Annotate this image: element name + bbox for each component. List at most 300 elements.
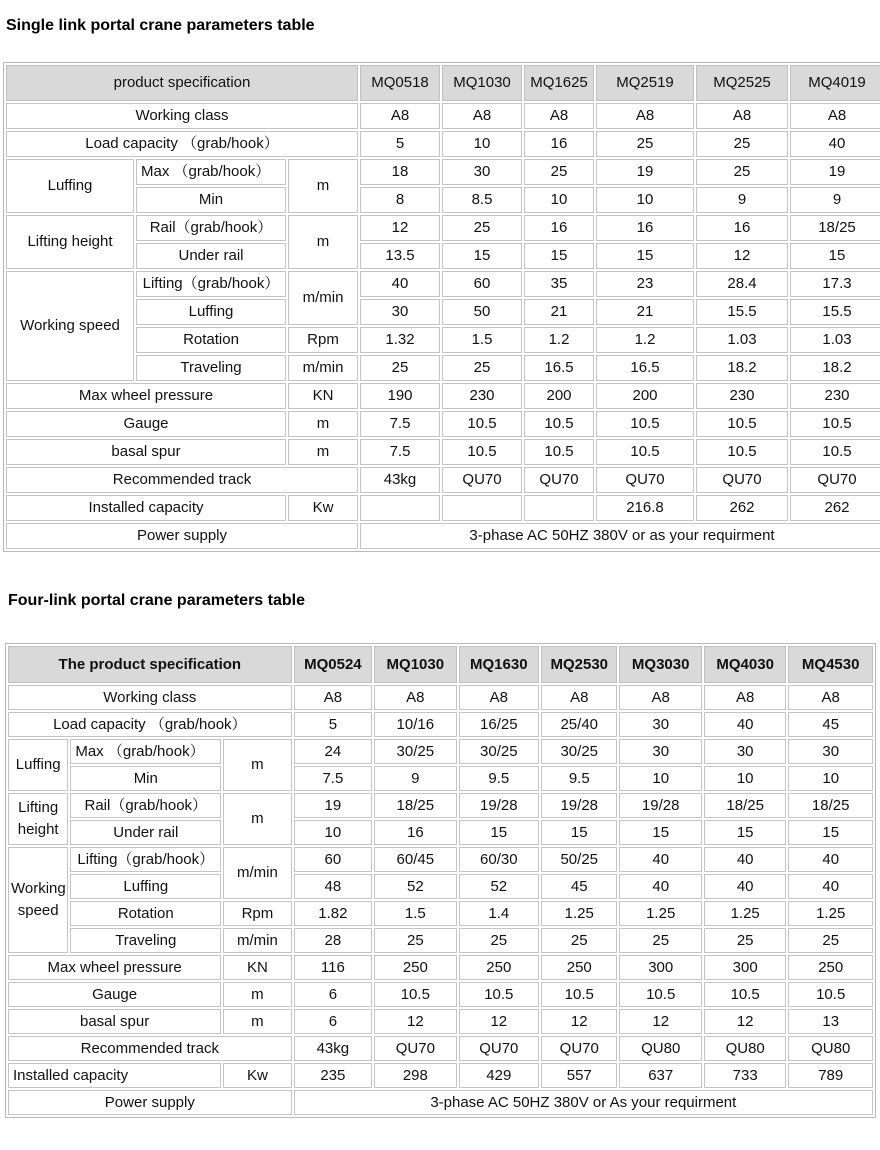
four-link-parameters-table bbox=[5, 643, 876, 1118]
value-cell: 12 bbox=[459, 1009, 539, 1034]
value-cell: 10.5 bbox=[619, 982, 701, 1007]
table-row bbox=[6, 103, 880, 129]
value-cell: 40 bbox=[790, 131, 880, 157]
value-cell: 250 bbox=[541, 955, 617, 980]
table-row bbox=[8, 820, 873, 845]
model-header: MQ2519 bbox=[596, 65, 694, 101]
value-cell: 19 bbox=[294, 793, 372, 818]
value-cell: 10.5 bbox=[790, 439, 880, 465]
value-cell: 1.82 bbox=[294, 901, 372, 926]
value-cell: 200 bbox=[524, 383, 594, 409]
row-label: Load capacity （grab/hook） bbox=[6, 131, 358, 157]
value-cell: 15.5 bbox=[696, 299, 788, 325]
value-cell: 9.5 bbox=[459, 766, 539, 791]
value-cell: 40 bbox=[788, 847, 873, 872]
group-label: Working speed bbox=[6, 271, 134, 381]
value-cell: 25 bbox=[524, 159, 594, 185]
value-cell: 25 bbox=[704, 928, 786, 953]
sub-label: Rail（grab/hook） bbox=[70, 793, 221, 818]
value-cell: A8 bbox=[790, 103, 880, 129]
value-cell: 30 bbox=[704, 739, 786, 764]
value-cell: 21 bbox=[524, 299, 594, 325]
value-cell: QU70 bbox=[790, 467, 880, 493]
value-cell: 10 bbox=[524, 187, 594, 213]
value-cell: 25 bbox=[619, 928, 701, 953]
value-cell: 25 bbox=[596, 131, 694, 157]
row-label: Max wheel pressure bbox=[8, 955, 221, 980]
group-label: Luffing bbox=[6, 159, 134, 213]
value-cell: 40 bbox=[704, 847, 786, 872]
value-cell: A8 bbox=[619, 685, 701, 710]
value-cell: 15 bbox=[541, 820, 617, 845]
value-cell: 16 bbox=[524, 215, 594, 241]
value-cell: 60/45 bbox=[374, 847, 456, 872]
value-cell: 1.2 bbox=[596, 327, 694, 353]
value-cell: 19/28 bbox=[459, 793, 539, 818]
value-cell: 1.25 bbox=[788, 901, 873, 926]
row-label: basal spur bbox=[8, 1009, 221, 1034]
model-header: MQ1030 bbox=[374, 646, 456, 683]
row-label: Power supply bbox=[6, 523, 358, 549]
value-cell: 6 bbox=[294, 1009, 372, 1034]
sub-label: Max （grab/hook） bbox=[70, 739, 221, 764]
unit-cell: Rpm bbox=[223, 901, 291, 926]
value-cell: 19/28 bbox=[619, 793, 701, 818]
value-cell: 190 bbox=[360, 383, 440, 409]
value-cell: 15 bbox=[619, 820, 701, 845]
value-cell: 18/25 bbox=[788, 793, 873, 818]
unit-cell: KN bbox=[288, 383, 358, 409]
group-label: Working speed bbox=[8, 847, 68, 953]
value-cell: 10.5 bbox=[541, 982, 617, 1007]
unit-cell: m bbox=[223, 982, 291, 1007]
value-cell: 10/16 bbox=[374, 712, 456, 737]
row-label: Recommended track bbox=[8, 1036, 292, 1061]
unit-cell: m bbox=[223, 793, 291, 845]
value-cell: 557 bbox=[541, 1063, 617, 1088]
value-cell: 25 bbox=[360, 355, 440, 381]
value-cell: A8 bbox=[788, 685, 873, 710]
value-cell: 10.5 bbox=[442, 411, 522, 437]
value-cell: A8 bbox=[294, 685, 372, 710]
value-cell: 25 bbox=[696, 131, 788, 157]
value-cell: 30/25 bbox=[374, 739, 456, 764]
spec-header: product specification bbox=[6, 65, 358, 101]
unit-cell: m bbox=[223, 1009, 291, 1034]
value-cell: 28 bbox=[294, 928, 372, 953]
value-cell: 12 bbox=[541, 1009, 617, 1034]
value-cell: 1.5 bbox=[442, 327, 522, 353]
value-cell: 30/25 bbox=[459, 739, 539, 764]
unit-cell: m bbox=[223, 739, 291, 791]
table-row bbox=[8, 928, 873, 953]
table-row bbox=[8, 712, 873, 737]
value-cell: A8 bbox=[596, 103, 694, 129]
unit-cell: m/min bbox=[288, 355, 358, 381]
row-label: Installed capacity bbox=[6, 495, 286, 521]
model-header: MQ0524 bbox=[294, 646, 372, 683]
unit-cell: m bbox=[288, 215, 358, 269]
value-cell: 10 bbox=[294, 820, 372, 845]
value-cell: 43kg bbox=[294, 1036, 372, 1061]
spec-header: The product specification bbox=[8, 646, 292, 683]
value-cell: 10.5 bbox=[524, 439, 594, 465]
value-cell: 12 bbox=[360, 215, 440, 241]
unit-cell: m bbox=[288, 411, 358, 437]
value-cell: 50 bbox=[442, 299, 522, 325]
value-cell bbox=[442, 495, 522, 521]
row-label: Gauge bbox=[6, 411, 286, 437]
table-row bbox=[6, 411, 880, 437]
value-cell: 300 bbox=[619, 955, 701, 980]
value-cell: 16.5 bbox=[524, 355, 594, 381]
value-cell: 216.8 bbox=[596, 495, 694, 521]
value-cell: 25 bbox=[374, 928, 456, 953]
value-cell: 1.03 bbox=[696, 327, 788, 353]
value-cell: 25 bbox=[696, 159, 788, 185]
value-cell: 10 bbox=[704, 766, 786, 791]
value-cell: 10.5 bbox=[442, 439, 522, 465]
value-cell: 13 bbox=[788, 1009, 873, 1034]
row-label: Working class bbox=[8, 685, 292, 710]
value-cell: 200 bbox=[596, 383, 694, 409]
unit-cell: m bbox=[288, 159, 358, 213]
value-cell: A8 bbox=[524, 103, 594, 129]
table-row bbox=[6, 159, 880, 185]
value-cell: 10 bbox=[596, 187, 694, 213]
model-header: MQ4019 bbox=[790, 65, 880, 101]
value-cell bbox=[360, 495, 440, 521]
value-cell: 19/28 bbox=[541, 793, 617, 818]
value-cell: 7.5 bbox=[360, 411, 440, 437]
value-cell: 45 bbox=[788, 712, 873, 737]
table-row bbox=[6, 467, 880, 493]
value-cell: QU70 bbox=[541, 1036, 617, 1061]
table-row bbox=[6, 215, 880, 241]
value-cell: 16 bbox=[596, 215, 694, 241]
value-cell: 7.5 bbox=[294, 766, 372, 791]
row-label: Working class bbox=[6, 103, 358, 129]
value-cell: 1.03 bbox=[790, 327, 880, 353]
table-row bbox=[6, 439, 880, 465]
value-cell: 19 bbox=[790, 159, 880, 185]
value-cell: 230 bbox=[696, 383, 788, 409]
value-cell: 45 bbox=[541, 874, 617, 899]
table-row bbox=[8, 685, 873, 710]
value-cell: QU70 bbox=[524, 467, 594, 493]
value-cell: A8 bbox=[696, 103, 788, 129]
value-cell: 18.2 bbox=[696, 355, 788, 381]
value-cell: A8 bbox=[704, 685, 786, 710]
value-cell: 30/25 bbox=[541, 739, 617, 764]
value-cell: QU70 bbox=[459, 1036, 539, 1061]
value-cell: A8 bbox=[459, 685, 539, 710]
value-cell: A8 bbox=[541, 685, 617, 710]
value-cell: 5 bbox=[360, 131, 440, 157]
value-cell: QU70 bbox=[374, 1036, 456, 1061]
value-cell: 116 bbox=[294, 955, 372, 980]
sub-label: Luffing bbox=[136, 299, 286, 325]
model-header: MQ0518 bbox=[360, 65, 440, 101]
value-cell: 1.25 bbox=[704, 901, 786, 926]
value-cell: 28.4 bbox=[696, 271, 788, 297]
value-cell: 40 bbox=[704, 712, 786, 737]
value-cell: 60/30 bbox=[459, 847, 539, 872]
value-cell: 15 bbox=[704, 820, 786, 845]
value-cell: 52 bbox=[459, 874, 539, 899]
value-cell: 21 bbox=[596, 299, 694, 325]
table1-title: Single link portal crane parameters table bbox=[6, 17, 315, 34]
sub-label: Luffing bbox=[70, 874, 221, 899]
value-cell: 15.5 bbox=[790, 299, 880, 325]
unit-cell: KN bbox=[223, 955, 291, 980]
value-cell: 262 bbox=[696, 495, 788, 521]
value-cell: 25 bbox=[442, 215, 522, 241]
value-cell: 9 bbox=[374, 766, 456, 791]
value-cell: 12 bbox=[704, 1009, 786, 1034]
table2-title: Four-link portal crane parameters table bbox=[8, 592, 305, 609]
value-cell: 40 bbox=[704, 874, 786, 899]
value-cell bbox=[524, 495, 594, 521]
value-cell: 60 bbox=[442, 271, 522, 297]
value-cell: 18.2 bbox=[790, 355, 880, 381]
row-label: Max wheel pressure bbox=[6, 383, 286, 409]
unit-cell: Kw bbox=[288, 495, 358, 521]
table-row bbox=[8, 955, 873, 980]
value-cell: A8 bbox=[374, 685, 456, 710]
value-cell: 10 bbox=[788, 766, 873, 791]
value-cell: 30 bbox=[619, 712, 701, 737]
unit-cell: m/min bbox=[223, 928, 291, 953]
value-cell: 30 bbox=[442, 159, 522, 185]
row-label: basal spur bbox=[6, 439, 286, 465]
value-cell: 235 bbox=[294, 1063, 372, 1088]
model-header: MQ2530 bbox=[541, 646, 617, 683]
header-row bbox=[6, 65, 880, 101]
table-row bbox=[6, 495, 880, 521]
value-cell: 262 bbox=[790, 495, 880, 521]
value-cell: 230 bbox=[790, 383, 880, 409]
value-cell: 1.2 bbox=[524, 327, 594, 353]
unit-cell: m bbox=[288, 439, 358, 465]
value-cell: 18/25 bbox=[704, 793, 786, 818]
table-row bbox=[8, 1090, 873, 1115]
value-cell: 7.5 bbox=[360, 439, 440, 465]
table-row bbox=[6, 299, 880, 325]
value-cell: 19 bbox=[596, 159, 694, 185]
table-row bbox=[8, 1063, 873, 1088]
value-cell: 16 bbox=[374, 820, 456, 845]
table-row bbox=[6, 131, 880, 157]
value-cell: 733 bbox=[704, 1063, 786, 1088]
value-cell: 10.5 bbox=[696, 411, 788, 437]
value-cell: QU80 bbox=[788, 1036, 873, 1061]
value-cell: 10.5 bbox=[790, 411, 880, 437]
row-label: Recommended track bbox=[6, 467, 358, 493]
value-cell: 10 bbox=[619, 766, 701, 791]
model-header: MQ2525 bbox=[696, 65, 788, 101]
table-row bbox=[8, 874, 873, 899]
value-cell: 16/25 bbox=[459, 712, 539, 737]
value-cell: 9 bbox=[696, 187, 788, 213]
sub-label: Lifting（grab/hook） bbox=[70, 847, 221, 872]
value-cell: 16.5 bbox=[596, 355, 694, 381]
value-cell: 15 bbox=[788, 820, 873, 845]
value-cell: 40 bbox=[788, 874, 873, 899]
header-row bbox=[8, 646, 873, 683]
value-cell: A8 bbox=[442, 103, 522, 129]
value-cell: 10.5 bbox=[524, 411, 594, 437]
table-row bbox=[8, 982, 873, 1007]
table-row bbox=[8, 766, 873, 791]
value-cell: 637 bbox=[619, 1063, 701, 1088]
value-cell: 15 bbox=[442, 243, 522, 269]
table-row bbox=[8, 1036, 873, 1061]
table-row bbox=[6, 355, 880, 381]
value-cell: 40 bbox=[360, 271, 440, 297]
value-cell: 30 bbox=[360, 299, 440, 325]
value-cell: 250 bbox=[459, 955, 539, 980]
value-cell: 9.5 bbox=[541, 766, 617, 791]
sub-label: Min bbox=[70, 766, 221, 791]
value-cell: 789 bbox=[788, 1063, 873, 1088]
value-cell: 40 bbox=[619, 874, 701, 899]
value-cell: 30 bbox=[788, 739, 873, 764]
table-row bbox=[8, 739, 873, 764]
sub-label: Rotation bbox=[70, 901, 221, 926]
value-cell: 10.5 bbox=[374, 982, 456, 1007]
table-row bbox=[6, 243, 880, 269]
value-cell: 10.5 bbox=[696, 439, 788, 465]
sub-label: Min bbox=[136, 187, 286, 213]
unit-cell: Kw bbox=[223, 1063, 291, 1088]
table-row bbox=[6, 271, 880, 297]
table-row bbox=[6, 327, 880, 353]
value-cell: 25 bbox=[788, 928, 873, 953]
value-cell: 6 bbox=[294, 982, 372, 1007]
row-label: Power supply bbox=[8, 1090, 292, 1115]
value-cell: 25/40 bbox=[541, 712, 617, 737]
value-cell: 12 bbox=[696, 243, 788, 269]
sub-label: Rotation bbox=[136, 327, 286, 353]
value-cell: QU70 bbox=[442, 467, 522, 493]
value-cell: 8 bbox=[360, 187, 440, 213]
value-cell: 18/25 bbox=[374, 793, 456, 818]
table-row bbox=[8, 847, 873, 872]
power-supply-value: 3-phase AC 50HZ 380V or As your requirment bbox=[294, 1090, 873, 1115]
table-row bbox=[6, 383, 880, 409]
value-cell: QU80 bbox=[619, 1036, 701, 1061]
value-cell: 16 bbox=[696, 215, 788, 241]
value-cell: 50/25 bbox=[541, 847, 617, 872]
sub-label: Traveling bbox=[136, 355, 286, 381]
value-cell: 230 bbox=[442, 383, 522, 409]
value-cell: 10.5 bbox=[596, 411, 694, 437]
sub-label: Max （grab/hook） bbox=[136, 159, 286, 185]
value-cell: 12 bbox=[619, 1009, 701, 1034]
value-cell: 10.5 bbox=[704, 982, 786, 1007]
power-supply-value: 3-phase AC 50HZ 380V or as your requirment bbox=[360, 523, 880, 549]
value-cell: 43kg bbox=[360, 467, 440, 493]
unit-cell: m/min bbox=[288, 271, 358, 325]
value-cell: 298 bbox=[374, 1063, 456, 1088]
unit-cell: m/min bbox=[223, 847, 291, 899]
value-cell: 1.4 bbox=[459, 901, 539, 926]
value-cell: 1.32 bbox=[360, 327, 440, 353]
value-cell: 25 bbox=[541, 928, 617, 953]
model-header: MQ4030 bbox=[704, 646, 786, 683]
value-cell: 25 bbox=[459, 928, 539, 953]
value-cell: 25 bbox=[442, 355, 522, 381]
value-cell: 9 bbox=[790, 187, 880, 213]
group-label: Lifting height bbox=[8, 793, 68, 845]
value-cell: 48 bbox=[294, 874, 372, 899]
value-cell: 17.3 bbox=[790, 271, 880, 297]
value-cell: 250 bbox=[374, 955, 456, 980]
value-cell: QU70 bbox=[696, 467, 788, 493]
value-cell: 1.5 bbox=[374, 901, 456, 926]
value-cell: 300 bbox=[704, 955, 786, 980]
value-cell: 429 bbox=[459, 1063, 539, 1088]
value-cell: 24 bbox=[294, 739, 372, 764]
value-cell: 23 bbox=[596, 271, 694, 297]
value-cell: 10 bbox=[442, 131, 522, 157]
table-row bbox=[8, 901, 873, 926]
value-cell: 13.5 bbox=[360, 243, 440, 269]
value-cell: 35 bbox=[524, 271, 594, 297]
row-label: Installed capacity bbox=[8, 1063, 221, 1088]
value-cell: 52 bbox=[374, 874, 456, 899]
value-cell: 18/25 bbox=[790, 215, 880, 241]
value-cell: 12 bbox=[374, 1009, 456, 1034]
row-label: Gauge bbox=[8, 982, 221, 1007]
value-cell: A8 bbox=[360, 103, 440, 129]
value-cell: 5 bbox=[294, 712, 372, 737]
table-row bbox=[6, 523, 880, 549]
value-cell: 15 bbox=[524, 243, 594, 269]
value-cell: 16 bbox=[524, 131, 594, 157]
model-header: MQ1625 bbox=[524, 65, 594, 101]
value-cell: 1.25 bbox=[541, 901, 617, 926]
sub-label: Under rail bbox=[70, 820, 221, 845]
value-cell: 60 bbox=[294, 847, 372, 872]
value-cell: 10.5 bbox=[788, 982, 873, 1007]
model-header: MQ1030 bbox=[442, 65, 522, 101]
single-link-parameters-table bbox=[3, 62, 880, 552]
value-cell: 1.25 bbox=[619, 901, 701, 926]
value-cell: 250 bbox=[788, 955, 873, 980]
group-label: Luffing bbox=[8, 739, 68, 791]
value-cell: 15 bbox=[790, 243, 880, 269]
sub-label: Rail（grab/hook） bbox=[136, 215, 286, 241]
model-header: MQ3030 bbox=[619, 646, 701, 683]
value-cell: QU80 bbox=[704, 1036, 786, 1061]
value-cell: 18 bbox=[360, 159, 440, 185]
value-cell: 40 bbox=[619, 847, 701, 872]
row-label: Load capacity （grab/hook） bbox=[8, 712, 292, 737]
unit-cell: Rpm bbox=[288, 327, 358, 353]
value-cell: 15 bbox=[596, 243, 694, 269]
value-cell: 10.5 bbox=[596, 439, 694, 465]
value-cell: 30 bbox=[619, 739, 701, 764]
table-row bbox=[8, 1009, 873, 1034]
value-cell: QU70 bbox=[596, 467, 694, 493]
model-header: MQ1630 bbox=[459, 646, 539, 683]
value-cell: 10.5 bbox=[459, 982, 539, 1007]
value-cell: 8.5 bbox=[442, 187, 522, 213]
group-label: Lifting height bbox=[6, 215, 134, 269]
table-row bbox=[6, 187, 880, 213]
